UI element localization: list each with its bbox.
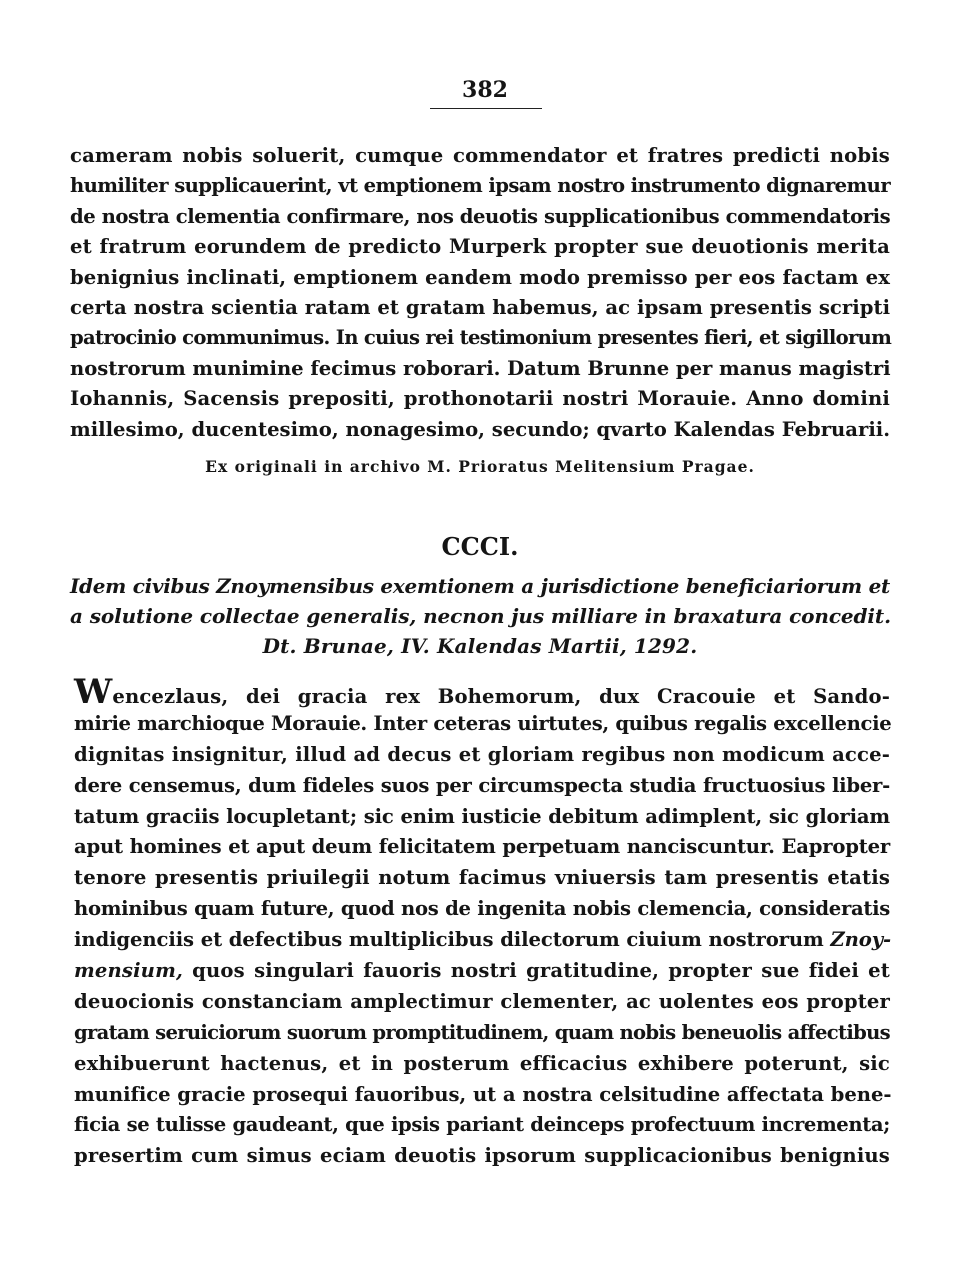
text-line: dignitas insignitur, illud ad decus et gloriam regibus non modicum acce-: [74, 742, 890, 766]
summary-date-line: Dt. Brunae, IV. Kalendas Martii, 1292.: [262, 634, 698, 658]
text-line: [74, 956, 890, 987]
drop-cap: W: [74, 672, 113, 712]
source-note: Ex originali in archivo M. Prioratus Melitensium Pragae.: [205, 457, 755, 476]
text-line: hominibus quam future, quod nos de ingenita nobis clemencia, consideratis: [74, 897, 890, 921]
text-line: [74, 925, 890, 956]
page-number: 382: [462, 77, 508, 103]
text-line: tatum graciis locupletant; sic enim iusticie debitum adimplent, sic gloriam: [74, 804, 890, 828]
text-line: nostrorum munimine fecimus roborari. Datum Brunne per manus magistri: [70, 356, 891, 380]
page-number-rule: [430, 108, 542, 109]
text-line: benignius inclinati, emptionem eandem modo premisso per eos factam ex: [70, 265, 890, 289]
text-line-first: [74, 672, 890, 712]
text-segment: quos singulari fauoris nostri gratitudine, propter sue fidei et: [182, 959, 890, 983]
text-line: patrocinio communimus. In cuius rei testimonium presentes fieri, et sigillorum: [70, 326, 892, 350]
text-line: millesimo, ducentesimo, nonagesimo, secundo; qvarto Kalendas Februarii.: [70, 417, 891, 441]
text-line: certa nostra scientia ratam et gratam habemus, ac ipsam presentis scripti: [70, 295, 891, 319]
text-line: de nostra clementia confirmare, nos deuotis supplicationibus commendatoris: [70, 204, 891, 228]
text-line: cameram nobis soluerit, cumque commendator et fratres predicti nobis: [70, 144, 890, 167]
text-line: presertim cum simus eciam deuotis ipsorum supplicacionibus benignius: [74, 1144, 890, 1168]
document-body: [74, 672, 892, 1172]
text-line: et fratrum eorundem de predicto Murperk propter sue deuotionis merita: [70, 235, 890, 259]
text-line: Iohannis, Sacensis prepositi, prothonotarii nostri Morauie. Anno domini: [70, 387, 890, 411]
carryover-text: [70, 141, 890, 445]
summary-line: Idem civibus Znoymensibus exemtionem a jurisdictione beneficiariorum et: [70, 574, 890, 598]
text-line: ficia se tulisse gaudeant, que ipsis pariant deinceps profectuum incrementa;: [74, 1113, 890, 1137]
text-line: deuocionis constanciam amplectimur clementer, ac uolentes eos propter: [74, 989, 890, 1013]
text-line: humiliter supplicauerint, vt emptionem ipsam nostro instrumento dignaremur: [70, 174, 891, 198]
text-line: munifice gracie prosequi fauoribus, ut a nostra celsitudine affectata bene-: [74, 1082, 892, 1106]
summary-line: a solutione collectae generalis, necnon jus milliare in braxatura concedit.: [70, 604, 891, 628]
text-line: aput homines et aput deum felicitatem perpetuam nanciscuntur. Eapropter: [74, 835, 890, 859]
first-line-text: encezlaus, dei gracia rex Bohemorum, dux Cracouie et Sando-: [112, 685, 890, 708]
document-number: CCCI.: [441, 532, 519, 561]
text-line: exhibuerunt hactenus, et in posterum efficacius exhibere poterunt, sic: [74, 1051, 890, 1075]
text-line: dere censemus, dum fideles suos per circumspecta studia fructuosius liber-: [74, 773, 890, 797]
document-summary: [70, 571, 890, 661]
italic-segment: mensium,: [74, 959, 183, 983]
text-line: mirie marchioque Morauie. Inter ceteras uirtutes, quibus regalis excellencie: [74, 711, 892, 735]
text-line: tenore presentis priuilegii notum facimus vniuersis tam presentis etatis: [74, 866, 890, 890]
text-segment: indigenciis et defectibus multiplicibus dilectorum ciuium nostrorum: [74, 928, 831, 952]
text-line: gratam seruiciorum suorum promptitudinem, quam nobis beneuolis affectibus: [74, 1020, 890, 1044]
italic-segment: Znoy-: [830, 928, 892, 952]
